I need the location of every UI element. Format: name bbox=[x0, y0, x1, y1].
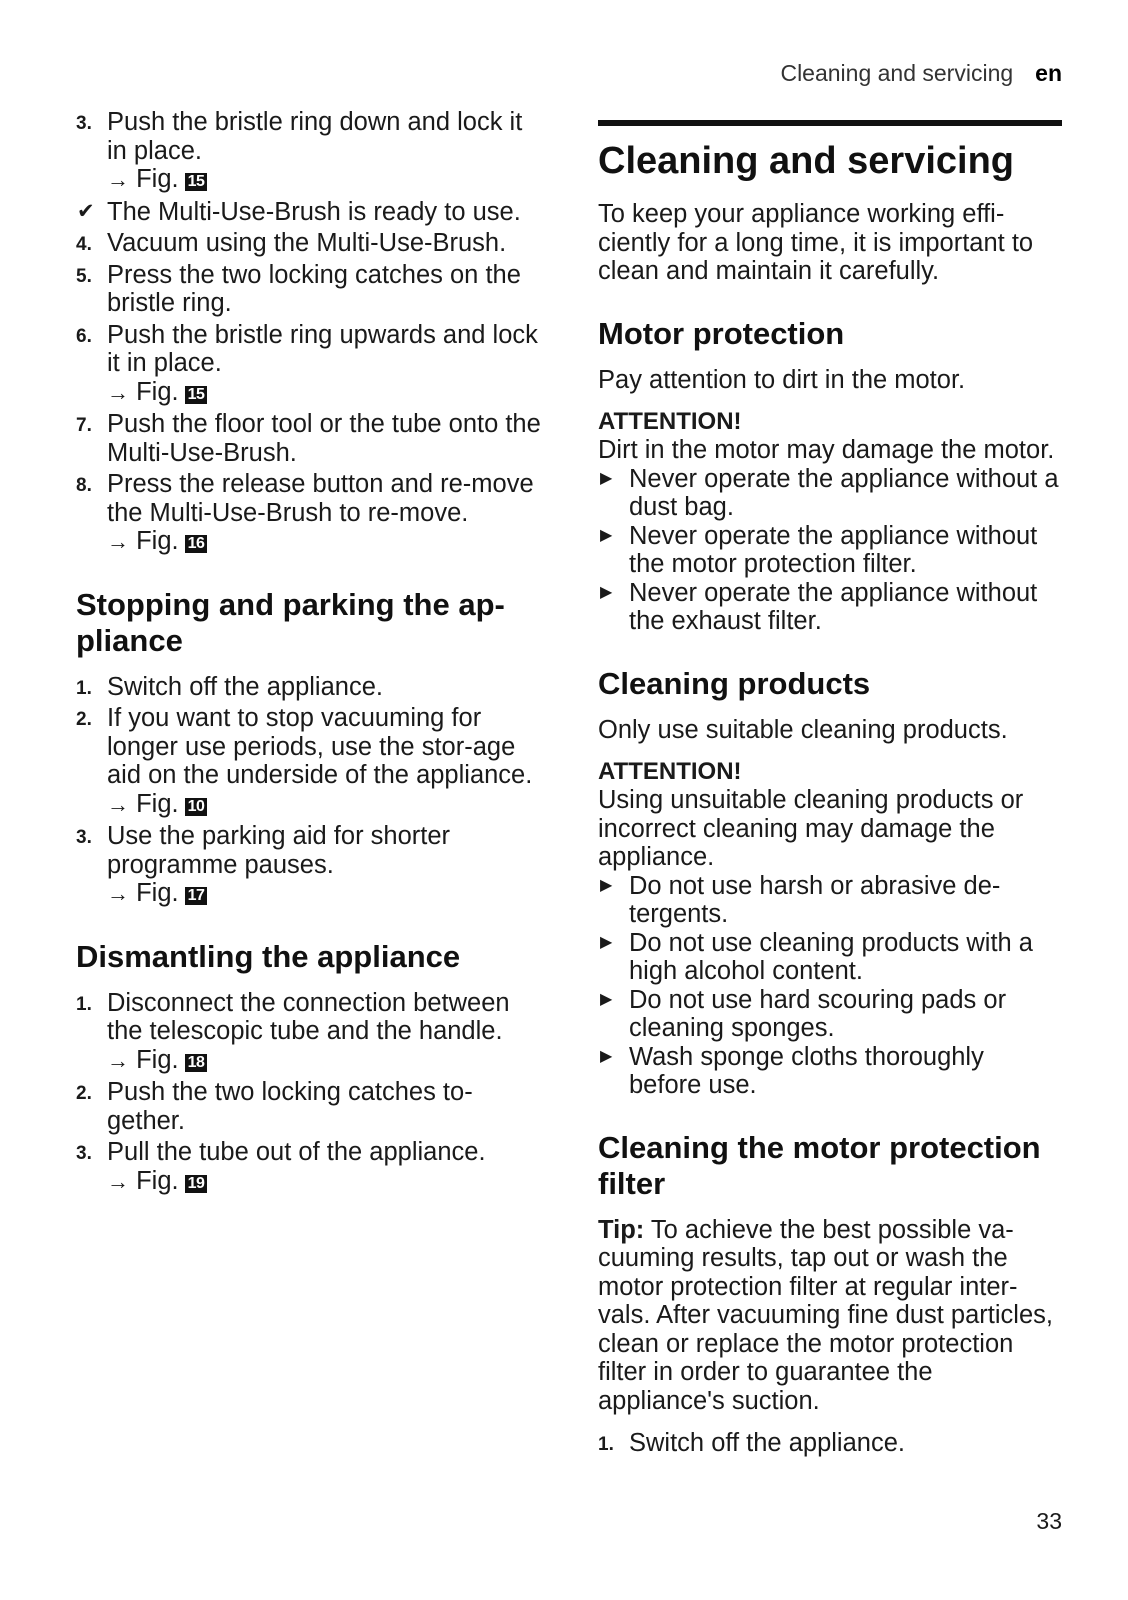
figure-reference bbox=[107, 790, 546, 820]
figure-number-badge: 19 bbox=[185, 1175, 208, 1193]
figure-reference bbox=[107, 879, 546, 909]
step-text: Press the two locking catches on the bristle ring. bbox=[107, 260, 521, 317]
products-bullets bbox=[598, 872, 1062, 1100]
arrow-icon: → bbox=[107, 529, 129, 554]
step-text: The Multi-Use-Brush is ready to use. bbox=[107, 197, 521, 226]
step-text: Push the floor tool or the tube onto the Multi-Use-Brush. bbox=[107, 410, 541, 467]
arrow-icon: → bbox=[107, 379, 129, 405]
list-item bbox=[598, 1043, 1062, 1100]
motor-bullets bbox=[598, 465, 1062, 636]
bullet-triangle-icon: ▶ bbox=[600, 990, 613, 1008]
list-item bbox=[76, 470, 546, 557]
list-item bbox=[598, 872, 1062, 929]
list-item bbox=[76, 410, 546, 467]
main-title: Cleaning and servicing bbox=[598, 140, 1014, 182]
step-number: 2. bbox=[76, 709, 92, 730]
step-text: Pull the tube out of the appliance. bbox=[107, 1138, 486, 1166]
heading-cleaning-products: Cleaning products bbox=[598, 665, 871, 701]
bullet-text: Do not use harsh or abrasive de-tergents. bbox=[629, 871, 1001, 928]
arrow-icon: → bbox=[107, 791, 129, 817]
bullet-triangle-icon: ▶ bbox=[600, 469, 613, 487]
step-number: 3. bbox=[76, 1143, 92, 1164]
list-item bbox=[76, 1138, 546, 1196]
running-header bbox=[600, 60, 1062, 87]
bullet-triangle-icon: ▶ bbox=[600, 876, 613, 894]
attention-label: ATTENTION! bbox=[598, 758, 742, 785]
step-number: 2. bbox=[76, 1083, 92, 1104]
bullet-text: Never operate the appliance without the motor protection filter. bbox=[629, 521, 1038, 578]
step-text: Push the two locking catches to-gether. bbox=[107, 1078, 473, 1135]
figure-number-badge: 10 bbox=[185, 798, 208, 816]
fig-label: Fig. bbox=[136, 165, 179, 193]
products-paragraph: Only use suitable cleaning products. bbox=[598, 715, 1008, 744]
tip-text: To achieve the best possible va-cuuming results, tap out or wash the motor protection filter at regular inter-vals. After vacuuming fine dust particles, clean or replace the motor protection filter in order to guarantee the appliance's suction. bbox=[598, 1215, 1053, 1415]
list-item bbox=[76, 673, 546, 702]
list-item bbox=[76, 229, 546, 258]
heading-filter-cleaning: Cleaning the motor protection filter bbox=[598, 1129, 1041, 1201]
fig-label: Fig. bbox=[136, 879, 179, 907]
arrow-icon: → bbox=[107, 167, 129, 192]
bullet-text: Do not use hard scouring pads or cleaning sponges. bbox=[629, 985, 1007, 1042]
heading-motor-protection: Motor protection bbox=[598, 315, 845, 351]
step-text: Push the bristle ring down and lock it in place. bbox=[107, 108, 523, 165]
arrow-icon: → bbox=[107, 1047, 129, 1073]
step-number: 8. bbox=[76, 475, 92, 496]
fig-label: Fig. bbox=[136, 789, 179, 818]
heading-stopping-parking: Stopping and parking the ap-pliance bbox=[76, 586, 505, 658]
bullet-text: Do not use cleaning products with a high alcohol content. bbox=[629, 928, 1033, 985]
figure-number-badge: 15 bbox=[185, 173, 208, 191]
bullet-triangle-icon: ▶ bbox=[600, 1047, 613, 1065]
figure-number-badge: 17 bbox=[185, 887, 208, 905]
bullet-triangle-icon: ▶ bbox=[600, 933, 613, 951]
list-item bbox=[76, 704, 546, 819]
bullet-triangle-icon: ▶ bbox=[600, 583, 613, 601]
step-number: 1. bbox=[76, 677, 92, 699]
list-item bbox=[76, 198, 546, 227]
figure-reference bbox=[107, 165, 546, 195]
step-number: 4. bbox=[76, 234, 92, 255]
motor-paragraph: Pay attention to dirt in the motor. bbox=[598, 365, 966, 394]
figure-reference bbox=[107, 378, 546, 408]
section-rule bbox=[598, 120, 1062, 126]
attention-text: Dirt in the motor may damage the motor. bbox=[598, 436, 1055, 464]
arrow-icon: → bbox=[107, 881, 129, 906]
figure-number-badge: 15 bbox=[185, 386, 208, 404]
list-item bbox=[76, 108, 546, 195]
step-number: 6. bbox=[76, 325, 92, 347]
attention-text: Using unsuitable cleaning products or incorrect cleaning may damage the appliance. bbox=[598, 786, 1024, 871]
step-text: If you want to stop vacuuming for longer use periods, use the stor-age aid on the underside of the appliance. bbox=[107, 704, 533, 789]
list-item bbox=[598, 465, 1062, 522]
language-code: en bbox=[1035, 60, 1062, 86]
tip-label: Tip: bbox=[598, 1215, 645, 1244]
page-number: 33 bbox=[1036, 1508, 1062, 1534]
list-item bbox=[76, 1078, 546, 1135]
step-text: Press the release button and re-move the Multi-Use-Brush to re-move. bbox=[107, 470, 534, 527]
step-number: 1. bbox=[76, 993, 92, 1015]
figure-reference bbox=[107, 1167, 546, 1197]
left-column bbox=[76, 108, 546, 1199]
intro-paragraph: To keep your appliance working effi-ciently for a long time, it is important to clean and maintain it carefully. bbox=[598, 200, 1034, 285]
list-item bbox=[76, 321, 546, 408]
heading-dismantling: Dismantling the appliance bbox=[76, 938, 461, 974]
bullet-triangle-icon: ▶ bbox=[600, 526, 613, 544]
fig-label: Fig. bbox=[136, 1166, 179, 1195]
fig-label: Fig. bbox=[136, 1045, 179, 1074]
bullet-text: Wash sponge cloths thoroughly before use. bbox=[629, 1042, 984, 1099]
list-item bbox=[598, 986, 1062, 1043]
arrow-icon: → bbox=[107, 1168, 129, 1194]
bullet-text: Never operate the appliance without a dust bag. bbox=[629, 464, 1059, 521]
checkmark-icon: ✔ bbox=[77, 199, 95, 223]
bullet-text: Never operate the appliance without the exhaust filter. bbox=[629, 578, 1038, 635]
steps-list-dismantling bbox=[76, 989, 546, 1197]
figure-reference bbox=[107, 527, 546, 557]
list-item bbox=[76, 261, 546, 318]
step-number: 3. bbox=[76, 827, 92, 848]
fig-label: Fig. bbox=[136, 377, 179, 406]
list-item bbox=[76, 822, 546, 909]
steps-list-stopping bbox=[76, 673, 546, 909]
step-number: 7. bbox=[76, 415, 92, 436]
fig-label: Fig. bbox=[136, 527, 179, 555]
step-number: 1. bbox=[598, 1434, 614, 1455]
step-number: 5. bbox=[76, 265, 92, 287]
list-item bbox=[598, 929, 1062, 986]
step-text: Use the parking aid for shorter programme pauses. bbox=[107, 822, 451, 879]
steps-list-a bbox=[76, 108, 546, 557]
step-number: 3. bbox=[76, 113, 92, 134]
figure-reference bbox=[107, 1046, 546, 1076]
step-text: Push the bristle ring upwards and lock it in place. bbox=[107, 320, 538, 377]
step-text: Switch off the appliance. bbox=[107, 672, 383, 701]
header-section-title: Cleaning and servicing bbox=[780, 60, 1014, 86]
list-item bbox=[598, 522, 1062, 579]
right-column bbox=[598, 108, 1062, 1461]
tip-paragraph bbox=[598, 1216, 1062, 1416]
step-text: Vacuum using the Multi-Use-Brush. bbox=[107, 229, 507, 257]
figure-number-badge: 16 bbox=[185, 535, 208, 553]
list-item bbox=[76, 989, 546, 1076]
step-text: Switch off the appliance. bbox=[629, 1429, 905, 1457]
step-text: Disconnect the connection between the telescopic tube and the handle. bbox=[107, 988, 510, 1045]
figure-number-badge: 18 bbox=[185, 1054, 208, 1072]
list-item bbox=[598, 579, 1062, 636]
attention-label: ATTENTION! bbox=[598, 408, 742, 435]
list-item bbox=[598, 1429, 1062, 1458]
